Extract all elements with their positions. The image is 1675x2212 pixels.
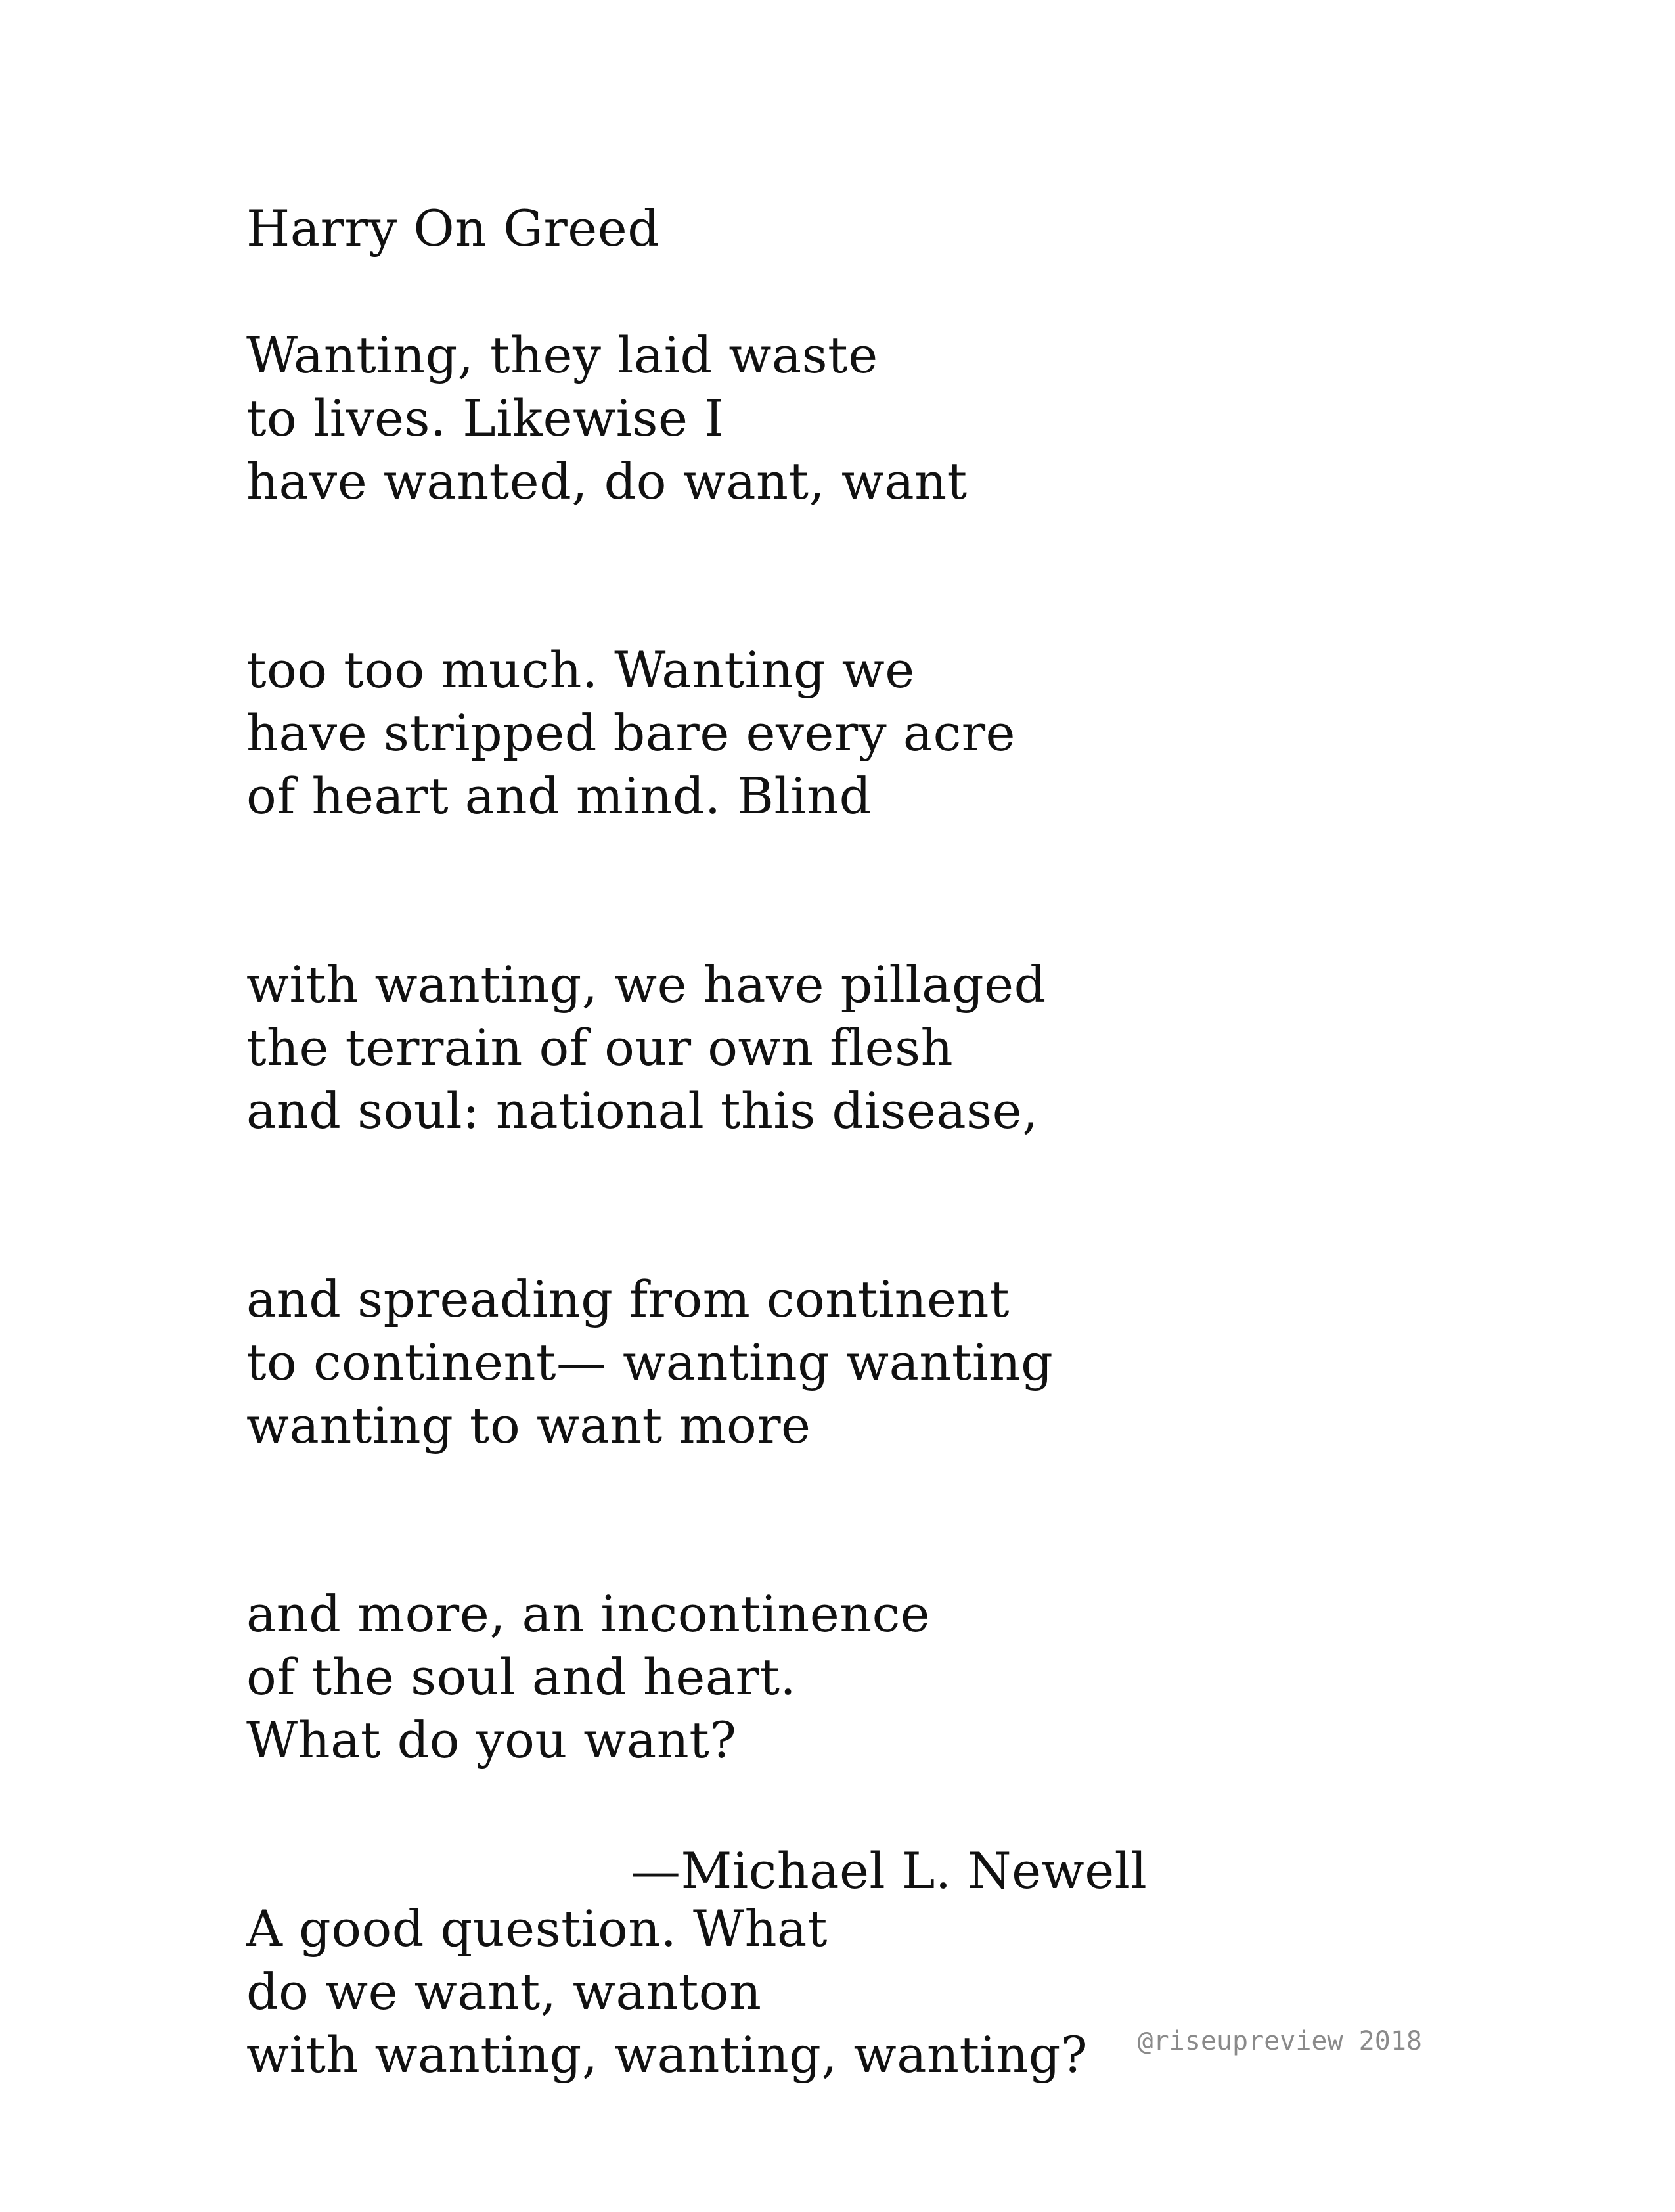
- poem-line: the terrain of our own flesh: [246, 1018, 954, 1077]
- poem-line: too too much. Wanting we: [246, 641, 915, 699]
- stanza-2: [246, 639, 1560, 828]
- poem-line: have stripped bare every acre: [246, 704, 1016, 762]
- stanza-3: [246, 953, 1560, 1142]
- stanza-6: [246, 1897, 1560, 2087]
- poem-line: with wanting, we have pillaged: [246, 955, 1046, 1014]
- poem-line: and spreading from continent: [246, 1270, 1010, 1328]
- poem-author: —Michael L. Newell: [631, 1841, 1148, 1900]
- poem-line: of heart and mind. Blind: [246, 767, 872, 825]
- poem-line: do we want, wanton: [246, 1962, 762, 2021]
- poem-line: wanting to want more: [246, 1396, 811, 1455]
- footer-credit: @riseupreview 2018: [1137, 2026, 1422, 2056]
- poem-line: of the soul and heart.: [246, 1648, 797, 1706]
- stanza-1: [246, 324, 1560, 513]
- poem-line: with wanting, wanting, wanting?: [246, 2025, 1088, 2084]
- poem-title: Harry On Greed: [246, 199, 660, 258]
- poem-line: What do you want?: [246, 1711, 737, 1769]
- poem-line: Wanting, they laid waste: [246, 326, 878, 384]
- poem-body: [246, 324, 1560, 2212]
- poem-line: A good question. What: [246, 1899, 828, 1958]
- poem-line: have wanted, do want, want: [246, 452, 968, 510]
- poem-line: to lives. Likewise I: [246, 389, 725, 447]
- poem-line: to continent— wanting wanting: [246, 1333, 1054, 1391]
- stanza-5: [246, 1583, 1560, 1772]
- stanza-4: [246, 1268, 1560, 1457]
- poem-line: and soul: national this disease,: [246, 1081, 1038, 1140]
- poem-line: and more, an incontinence: [246, 1585, 931, 1643]
